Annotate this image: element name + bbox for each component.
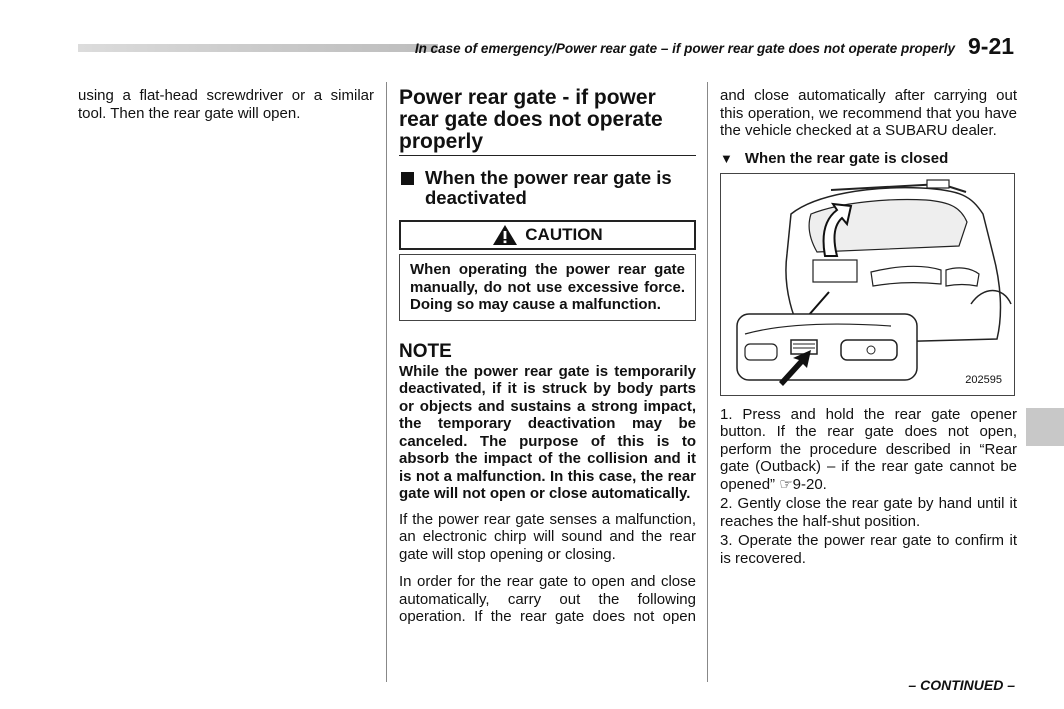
step-2: 2. Gently close the rear gate by hand until it reaches the half-shut position. xyxy=(720,495,1017,530)
caution-label: CAUTION xyxy=(525,225,603,244)
step-3: 3. Operate the power rear gate to confirm it is recovered. xyxy=(720,532,1017,567)
figure-heading xyxy=(720,150,1017,167)
rear-gate-opener-illustration xyxy=(721,174,1014,395)
column-divider xyxy=(707,82,708,682)
chapter-tab xyxy=(1026,408,1064,446)
subsection-title: When the power rear gate is deactivated xyxy=(425,167,672,208)
operation-paragraph: In order for the rear gate to open and close automatically, carry out the following operation. If the rear gate does not open xyxy=(399,573,696,625)
figure-number: 202595 xyxy=(965,373,1002,386)
figure-heading-text: When the rear gate is closed xyxy=(744,149,949,167)
malfunction-paragraph: If the power rear gate senses a malfunction, an electronic chirp will sound and the rear gate will stop opening or closing. xyxy=(399,510,696,563)
column-2 xyxy=(399,87,696,626)
continued-label: – CONTINUED – xyxy=(908,677,1015,693)
section-title: Power rear gate - if power rear gate does not operate properly xyxy=(399,87,696,156)
subsection-heading xyxy=(399,168,696,208)
column-divider xyxy=(386,82,387,682)
column-3 xyxy=(720,87,1017,567)
black-square-icon xyxy=(401,172,414,185)
page-number: 9-21 xyxy=(968,33,1015,59)
step-1: 1. Press and hold the rear gate opener button. If the rear gate does not open, perform the procedure described in “Rear gate (Outback) – if the rear gate cannot be opened” ☞9-20. xyxy=(720,405,1017,493)
column-1 xyxy=(78,87,374,122)
warning-triangle-icon xyxy=(492,224,518,246)
caution-text: When operating the power rear gate manually, do not use excessive force. Doing so may cause a malfunction. xyxy=(399,254,696,321)
rear-gate-figure xyxy=(720,173,1015,396)
continued-paragraph: and close automatically after carrying out this operation, we recommend that you have the vehicle checked at a SUBARU dealer. xyxy=(720,87,1017,139)
continued-paragraph: using a flat-head screwdriver or a similar tool. Then the rear gate will open. xyxy=(78,87,374,122)
caution-header xyxy=(399,220,696,250)
page-header-title: In case of emergency/Power rear gate – if power rear gate does not operate properly xyxy=(414,41,955,56)
down-triangle-icon: ▼ xyxy=(720,150,733,166)
note-title: NOTE xyxy=(399,340,452,362)
note-text: While the power rear gate is temporarily deactivated, if it is struck by body parts or objects and sustains a strong impact, the temporary deactivation may be canceled. The purpose of this is to absorb the impact of the collision and it is not a malfunction. In this case, the rear gate will not open or close automatically. xyxy=(399,362,696,502)
